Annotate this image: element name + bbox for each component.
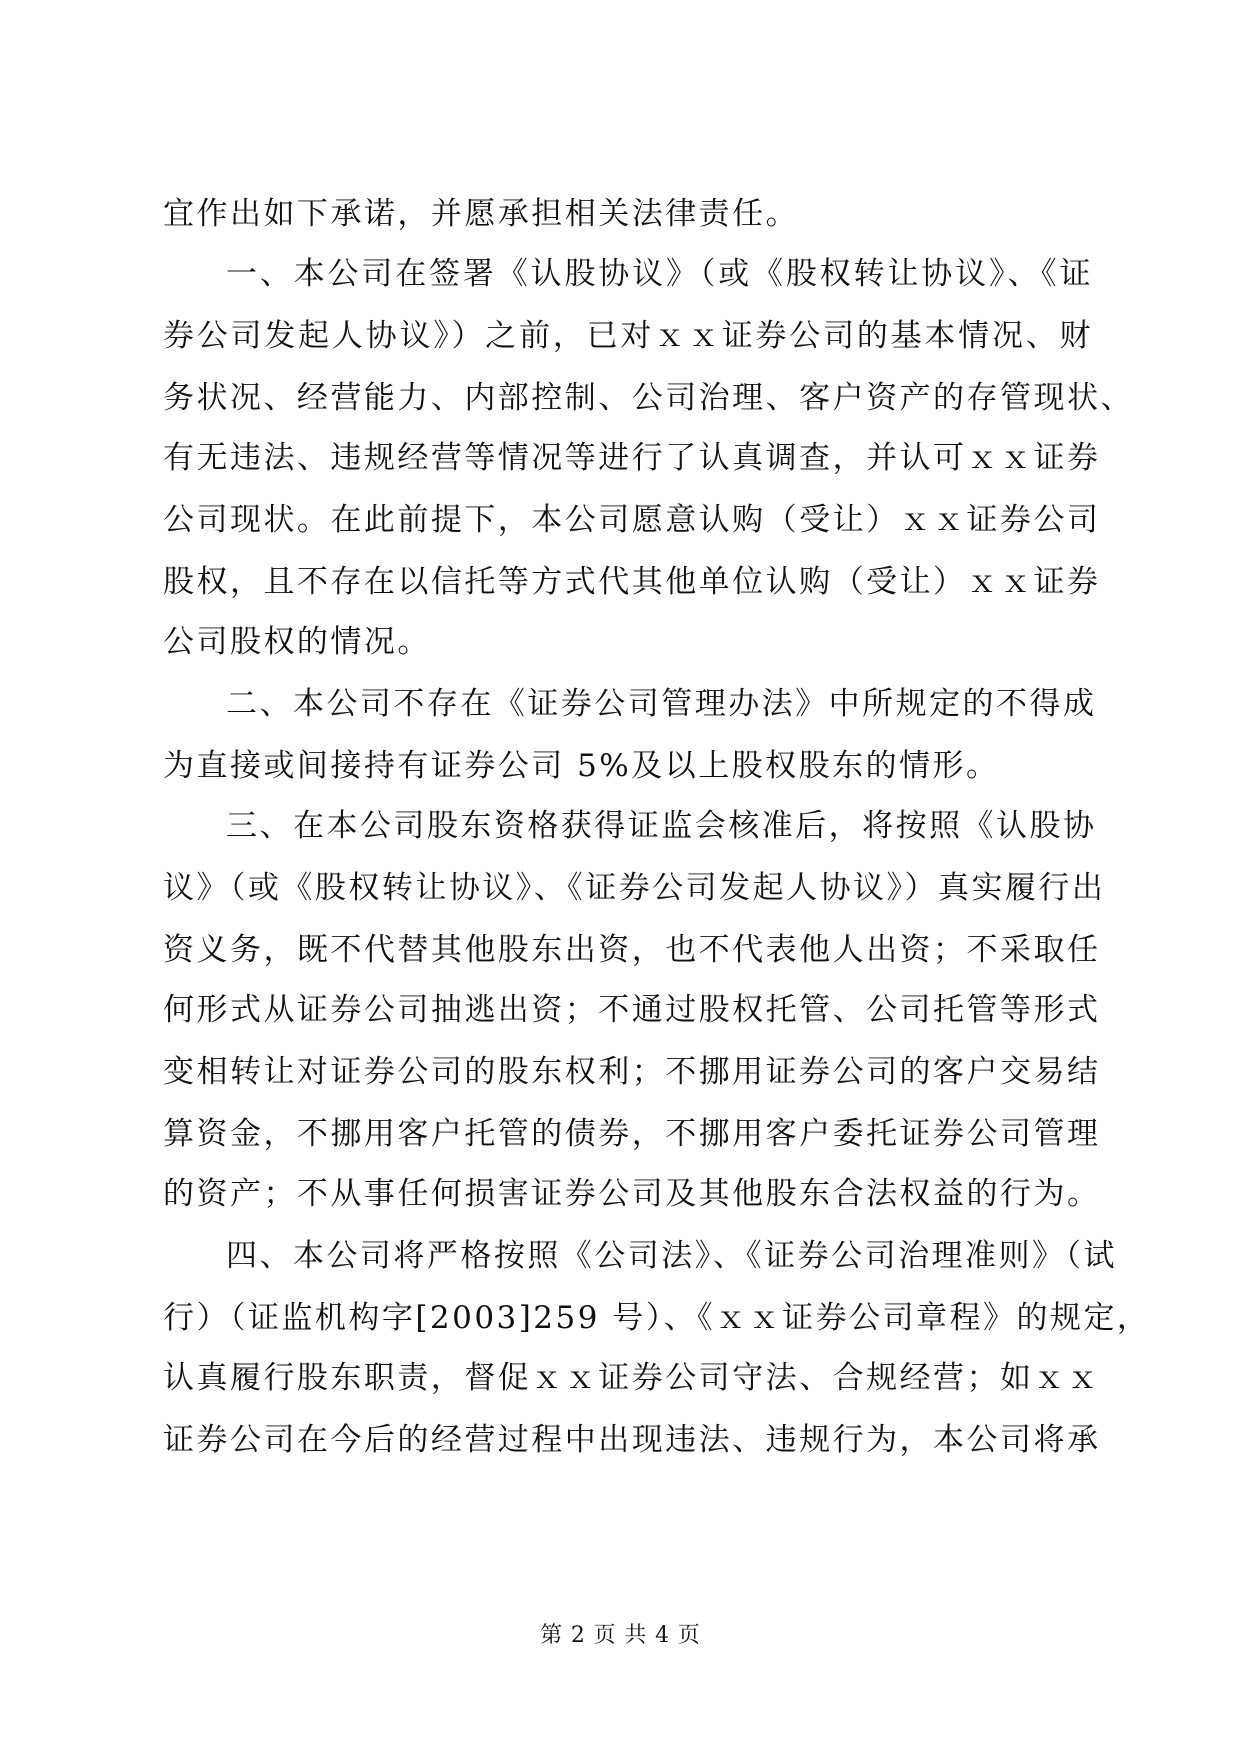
text-line: 算资金，不挪用客户托管的债券，不挪用客户委托证券公司管理 (163, 1116, 1101, 1152)
text-line: 行）（证监机构字[2003]259 号）、《ｘｘ证券公司章程》的规定， (163, 1300, 1151, 1336)
text-line: 务状况、经营能力、内部控制、公司治理、客户资产的存管现状、 (163, 380, 1134, 416)
text-line: 一、本公司在签署《认股协议》（或《股权转让协议》、《证 (226, 256, 1093, 292)
text-line: 四、本公司将严格按照《公司法》、《证券公司治理准则》（试 (226, 1238, 1117, 1274)
text-line: 有无违法、违规经营等情况等进行了认真调查，并认可ｘｘ证券 (163, 440, 1101, 476)
text-line: 的资产；不从事任何损害证券公司及其他股东合法权益的行为。 (163, 1176, 1101, 1212)
text-line: 证券公司在今后的经营过程中出现违法、违规行为，本公司将承 (163, 1422, 1101, 1458)
text-line: 变相转让对证券公司的股东权利；不挪用证券公司的客户交易结 (163, 1054, 1101, 1090)
page-number-footer: 第 2 页 共 4 页 (540, 1623, 701, 1648)
text-line: 资义务，既不代替其他股东出资，也不代表他人出资；不采取任 (163, 932, 1101, 968)
text-line: 股权，且不存在以信托等方式代其他单位认购（受让）ｘｘ证券 (163, 564, 1101, 600)
text-line: 二、本公司不存在《证券公司管理办法》中所规定的不得成 (226, 686, 1097, 722)
text-line: 为直接或间接持有证券公司 5%及以上股权股东的情形。 (163, 748, 1000, 784)
text-line: 宜作出如下承诺，并愿承担相关法律责任。 (163, 196, 800, 232)
text-line: 议》（或《股权转让协议》、《证券公司发起人协议》）真实履行出 (163, 870, 1106, 906)
text-line: 公司现状。在此前提下，本公司愿意认购（受让）ｘｘ证券公司 (163, 502, 1101, 538)
text-line: 何形式从证券公司抽逃出资；不通过股权托管、公司托管等形式 (163, 992, 1101, 1028)
text-line: 认真履行股东职责，督促ｘｘ证券公司守法、合规经营；如ｘｘ (163, 1360, 1101, 1396)
text-line: 三、在本公司股东资格获得证监会核准后，将按照《认股协 (226, 808, 1097, 844)
text-line: 券公司发起人协议》）之前，已对ｘｘ证券公司的基本情况、财 (163, 318, 1093, 354)
text-line: 公司股权的情况。 (163, 624, 431, 660)
